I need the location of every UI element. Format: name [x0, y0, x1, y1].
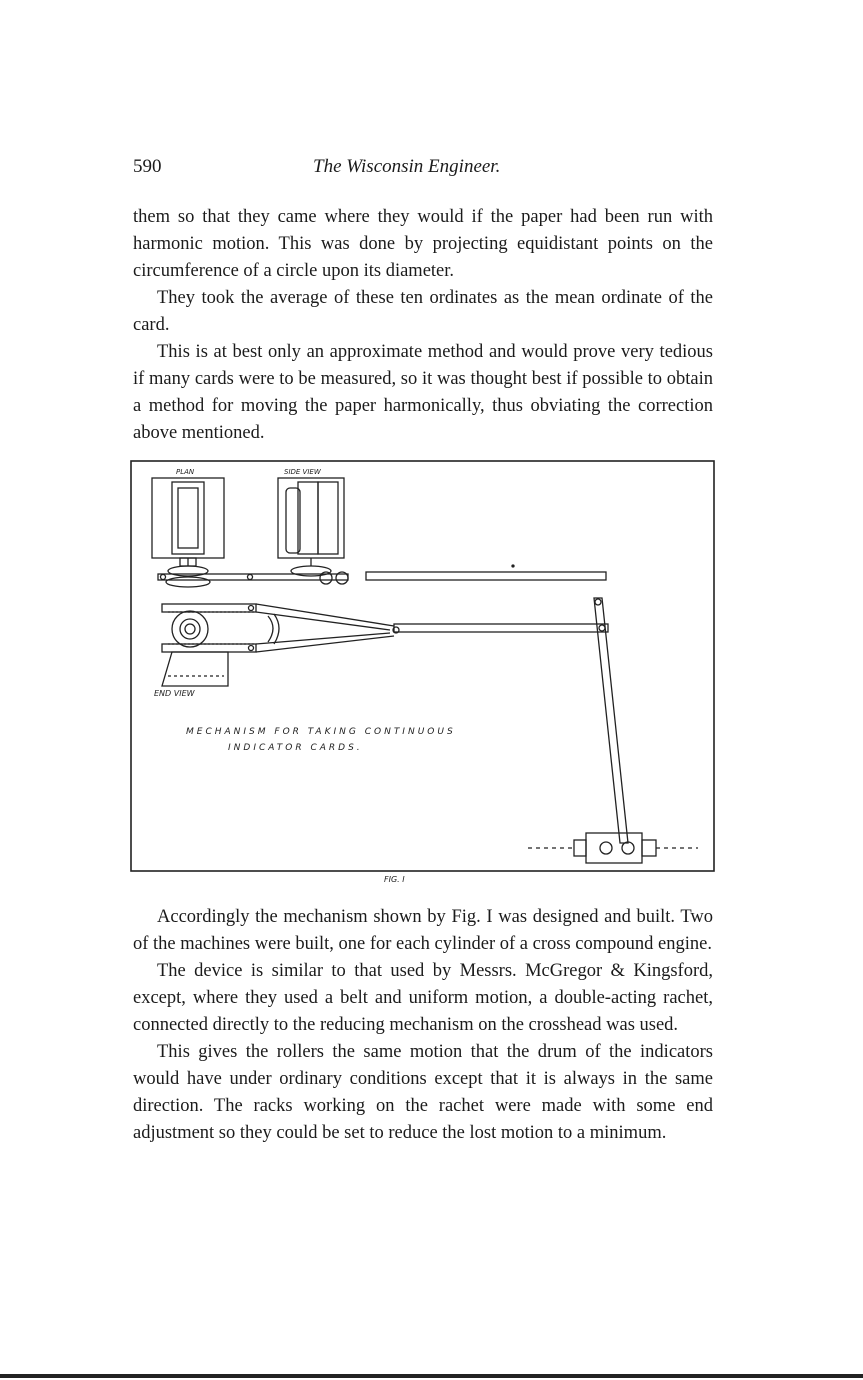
end-view-assembly	[162, 604, 279, 686]
figure-caption-line1: MECHANISM FOR TAKING CONTINUOUS	[186, 727, 456, 737]
page-number: 590	[133, 156, 162, 177]
figure-caption-line2: INDICATOR CARDS.	[228, 743, 363, 753]
label-side-view: SIDE VIEW	[284, 468, 321, 476]
link-arms	[256, 604, 399, 652]
paragraph: The device is similar to that used by Messrs. McGregor & Kingsford, except, where they used a belt and uniform motion, a double-acting rachet, connected directly to the reducing mechanism on the crosshead was used.	[133, 961, 713, 1035]
long-rod	[366, 572, 606, 580]
figure-mechanism	[128, 458, 718, 883]
paragraph: Accordingly the mechanism shown by Fig. I was designed and built. Two of the machines were built, one for each cylinder of a cross compound engine.	[133, 907, 713, 954]
side-view-drum	[278, 478, 344, 576]
running-title: The Wisconsin Engineer.	[313, 156, 501, 177]
paragraph: This gives the rollers the same motion that the drum of the indicators would have under ordinary conditions except that it is always in the same direction. The racks working on the rachet were made with some end adjustment so they could be set to reduce the lost motion to a minimum.	[133, 1042, 713, 1143]
label-end-view: END VIEW	[154, 689, 195, 698]
crosshead-pivot	[528, 833, 698, 863]
plan-drum	[152, 478, 224, 576]
lever-arm	[594, 598, 628, 843]
page-bottom-edge	[0, 1374, 863, 1378]
text-block-top	[133, 204, 713, 447]
horizontal-connector	[394, 624, 608, 632]
text-block-bottom	[133, 904, 713, 1147]
label-plan: PLAN	[176, 468, 195, 476]
paragraph: They took the average of these ten ordinates as the mean ordinate of the card.	[133, 288, 713, 335]
shaft-bar	[158, 572, 348, 587]
mechanism-drawing	[128, 458, 718, 883]
paragraph: This is at best only an approximate method and would prove very tedious if many cards were to be measured, so it was thought best if possible to obtain a method for moving the paper harmonically, thus obviating the correction above mentioned.	[133, 342, 713, 443]
figure-frame	[131, 461, 714, 871]
figure-number: FIG. I	[384, 875, 405, 883]
paragraph: them so that they came where they would if the paper had been run with harmonic motion. This was done by projecting equidistant points on the circumference of a circle upon its diameter.	[133, 207, 713, 281]
